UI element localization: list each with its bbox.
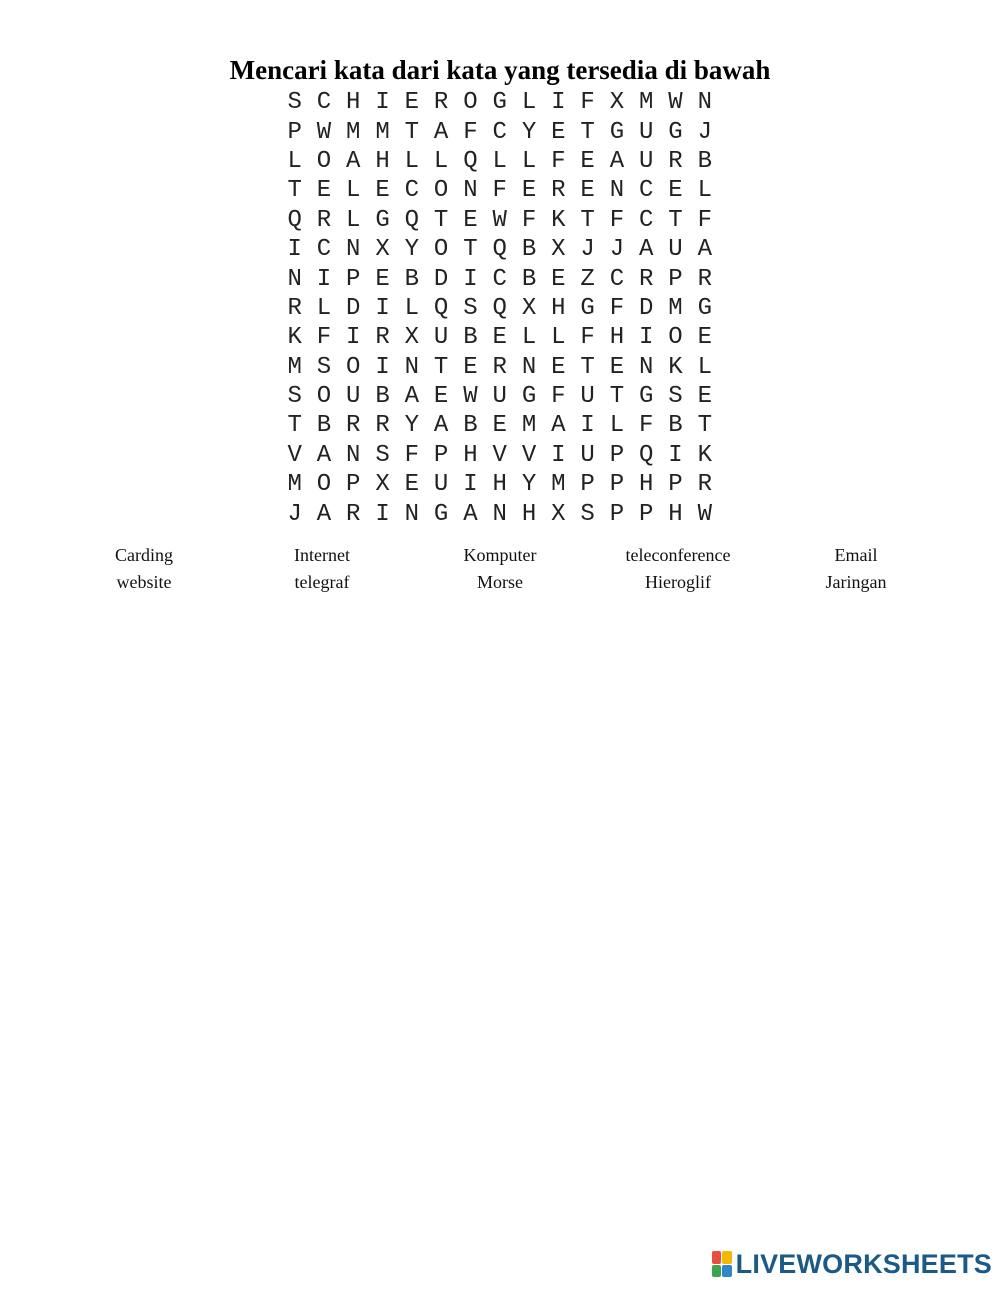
grid-cell[interactable]: I bbox=[375, 294, 390, 322]
word-list-item: Jaringan bbox=[825, 572, 887, 592]
grid-cell[interactable]: F bbox=[609, 294, 625, 322]
grid-cell[interactable]: G bbox=[433, 500, 449, 528]
grid-cell[interactable]: R bbox=[492, 353, 507, 381]
grid-cell[interactable]: E bbox=[375, 265, 390, 293]
grid-cell[interactable]: N bbox=[521, 353, 537, 381]
grid-cell[interactable]: Q bbox=[404, 206, 420, 234]
grid-cell[interactable]: P bbox=[668, 265, 683, 293]
grid-cell[interactable]: H bbox=[463, 441, 478, 469]
word-list-item: telegraf bbox=[294, 572, 350, 592]
grid-cell[interactable]: E bbox=[668, 177, 683, 205]
grid-cell[interactable]: A bbox=[697, 236, 712, 264]
grid-cell[interactable]: R bbox=[375, 412, 390, 440]
grid-cell[interactable]: S bbox=[580, 500, 595, 528]
grid-cell[interactable]: O bbox=[433, 177, 449, 205]
grid-cell[interactable]: B bbox=[463, 324, 478, 352]
grid-cell[interactable]: E bbox=[316, 177, 332, 205]
grid-cell[interactable]: I bbox=[463, 265, 478, 293]
grid-cell[interactable]: P bbox=[609, 441, 625, 469]
logo-square bbox=[712, 1251, 722, 1264]
grid-cell[interactable]: Q bbox=[639, 441, 654, 469]
word-list-item: teleconference bbox=[625, 545, 731, 565]
grid-cell[interactable]: R bbox=[346, 412, 361, 440]
grid-cell[interactable]: L bbox=[697, 177, 712, 205]
grid-cell[interactable]: G bbox=[375, 206, 390, 234]
grid-cell[interactable]: I bbox=[639, 324, 654, 352]
grid-cell[interactable]: I bbox=[375, 353, 390, 381]
grid-cell[interactable]: O bbox=[316, 471, 332, 499]
grid-cell[interactable]: N bbox=[697, 89, 712, 117]
grid-cell[interactable]: N bbox=[346, 441, 361, 469]
grid-cell[interactable]: K bbox=[551, 206, 566, 234]
grid-cell[interactable]: K bbox=[697, 441, 712, 469]
grid-cell[interactable]: X bbox=[375, 236, 390, 264]
grid-cell[interactable]: H bbox=[551, 294, 566, 322]
grid-cell[interactable]: T bbox=[463, 236, 478, 264]
grid-cell[interactable]: X bbox=[551, 236, 566, 264]
grid-cell[interactable]: M bbox=[287, 353, 302, 381]
grid-cell[interactable]: L bbox=[521, 89, 537, 117]
grid-cell[interactable]: V bbox=[287, 441, 302, 469]
grid-cell[interactable]: U bbox=[492, 383, 507, 411]
grid-cell[interactable]: G bbox=[580, 294, 595, 322]
grid-cell[interactable]: B bbox=[697, 147, 712, 175]
grid-cell[interactable]: G bbox=[668, 118, 683, 146]
grid-cell[interactable]: R bbox=[697, 471, 712, 499]
grid-cell[interactable]: A bbox=[609, 147, 625, 175]
grid-cell[interactable]: G bbox=[492, 89, 507, 117]
liveworksheets-logo[interactable] bbox=[712, 1249, 992, 1279]
grid-cell[interactable]: I bbox=[316, 265, 332, 293]
grid-cell[interactable]: O bbox=[316, 383, 332, 411]
grid-cell[interactable]: F bbox=[492, 177, 507, 205]
grid-cell[interactable]: I bbox=[346, 324, 361, 352]
grid-cell[interactable]: R bbox=[375, 324, 390, 352]
word-list-item: Komputer bbox=[463, 545, 537, 565]
grid-cell[interactable]: O bbox=[668, 324, 683, 352]
grid-cell[interactable]: H bbox=[521, 500, 537, 528]
grid-cell[interactable]: Y bbox=[404, 412, 420, 440]
grid-cell[interactable]: F bbox=[463, 118, 478, 146]
logo-square bbox=[722, 1251, 732, 1264]
grid-cell[interactable]: R bbox=[316, 206, 332, 234]
grid-cell[interactable]: N bbox=[287, 265, 302, 293]
grid-cell[interactable]: C bbox=[492, 265, 507, 293]
grid-cell[interactable]: E bbox=[404, 89, 420, 117]
grid-cell[interactable]: P bbox=[287, 118, 302, 146]
grid-cell[interactable]: I bbox=[551, 89, 566, 117]
grid-cell[interactable]: C bbox=[316, 236, 332, 264]
grid-cell[interactable]: T bbox=[404, 118, 420, 146]
grid-cell[interactable]: C bbox=[316, 89, 332, 117]
grid-cell[interactable]: F bbox=[521, 206, 537, 234]
grid-cell[interactable]: M bbox=[287, 471, 302, 499]
grid-cell[interactable]: U bbox=[580, 441, 595, 469]
grid-cell[interactable]: I bbox=[375, 89, 390, 117]
grid-cell[interactable]: S bbox=[316, 353, 332, 381]
grid-cell[interactable]: W bbox=[697, 500, 712, 528]
grid-cell[interactable]: F bbox=[551, 147, 566, 175]
grid-cell[interactable]: I bbox=[375, 500, 390, 528]
grid-cell[interactable]: S bbox=[287, 383, 302, 411]
grid-cell[interactable]: K bbox=[287, 324, 302, 352]
liveworksheets-icon bbox=[712, 1251, 732, 1277]
grid-cell[interactable]: L bbox=[492, 147, 507, 175]
grid-cell[interactable]: T bbox=[697, 412, 712, 440]
grid-cell[interactable]: E bbox=[463, 353, 478, 381]
grid-cell[interactable]: E bbox=[463, 206, 478, 234]
grid-cell[interactable]: E bbox=[551, 265, 566, 293]
grid-cell[interactable]: E bbox=[580, 177, 595, 205]
grid-cell[interactable]: I bbox=[551, 441, 566, 469]
grid-cell[interactable]: U bbox=[433, 324, 449, 352]
grid-cell[interactable]: M bbox=[521, 412, 537, 440]
grid-cell[interactable]: B bbox=[316, 412, 332, 440]
grid-cell[interactable]: X bbox=[404, 324, 420, 352]
grid-cell[interactable]: I bbox=[287, 236, 302, 264]
grid-cell[interactable]: O bbox=[346, 353, 361, 381]
grid-cell[interactable]: J bbox=[580, 236, 595, 264]
grid-cell[interactable]: J bbox=[287, 500, 302, 528]
grid-row bbox=[280, 176, 720, 205]
grid-cell[interactable]: L bbox=[346, 206, 361, 234]
grid-cell[interactable]: O bbox=[463, 89, 478, 117]
grid-cell[interactable]: Q bbox=[463, 147, 478, 175]
grid-cell[interactable]: N bbox=[639, 353, 654, 381]
grid-cell[interactable]: R bbox=[639, 265, 654, 293]
grid-row bbox=[280, 264, 720, 293]
grid-cell[interactable]: U bbox=[580, 383, 595, 411]
grid-cell[interactable]: V bbox=[521, 441, 537, 469]
grid-cell[interactable]: P bbox=[580, 471, 595, 499]
grid-cell[interactable]: H bbox=[346, 89, 361, 117]
grid-cell[interactable]: R bbox=[668, 147, 683, 175]
grid-cell[interactable]: T bbox=[609, 383, 625, 411]
grid-cell[interactable]: W bbox=[316, 118, 332, 146]
grid-cell[interactable]: C bbox=[609, 265, 625, 293]
grid-cell[interactable]: F bbox=[580, 324, 595, 352]
grid-cell[interactable]: F bbox=[404, 441, 420, 469]
grid-cell[interactable]: U bbox=[346, 383, 361, 411]
grid-row bbox=[280, 470, 720, 499]
grid-row bbox=[280, 294, 720, 323]
word-list-item: Email bbox=[834, 545, 878, 565]
grid-cell[interactable]: B bbox=[375, 383, 390, 411]
grid-cell[interactable]: N bbox=[346, 236, 361, 264]
grid-cell[interactable]: A bbox=[433, 118, 449, 146]
grid-cell[interactable]: F bbox=[639, 412, 654, 440]
grid-cell[interactable]: P bbox=[346, 265, 361, 293]
grid-row bbox=[280, 88, 720, 117]
grid-cell[interactable]: G bbox=[521, 383, 537, 411]
grid-cell[interactable]: E bbox=[521, 177, 537, 205]
grid-cell[interactable]: X bbox=[375, 471, 390, 499]
grid-cell[interactable]: Y bbox=[521, 471, 537, 499]
grid-cell[interactable]: A bbox=[551, 412, 566, 440]
grid-cell[interactable]: E bbox=[375, 177, 390, 205]
page-title: Mencari kata dari kata yang tersedia di bawah bbox=[229, 55, 771, 85]
grid-cell[interactable]: M bbox=[639, 89, 654, 117]
grid-row bbox=[280, 206, 720, 235]
grid-cell[interactable]: V bbox=[492, 441, 507, 469]
grid-cell[interactable]: Y bbox=[521, 118, 537, 146]
grid-cell[interactable]: Q bbox=[492, 236, 507, 264]
word-list-item: Morse bbox=[477, 572, 523, 592]
grid-cell[interactable]: R bbox=[697, 265, 712, 293]
grid-cell[interactable]: L bbox=[521, 147, 537, 175]
grid-cell[interactable]: N bbox=[609, 177, 625, 205]
grid-cell[interactable]: X bbox=[609, 89, 625, 117]
grid-cell[interactable]: C bbox=[639, 177, 654, 205]
grid-cell[interactable]: A bbox=[316, 500, 332, 528]
word-list bbox=[55, 544, 945, 593]
grid-cell[interactable]: B bbox=[521, 236, 537, 264]
grid-cell[interactable]: N bbox=[463, 177, 478, 205]
grid-cell[interactable]: K bbox=[668, 353, 683, 381]
grid-cell[interactable]: U bbox=[668, 236, 683, 264]
grid-cell[interactable]: P bbox=[433, 441, 449, 469]
grid-row bbox=[280, 117, 720, 146]
word-list-item: website bbox=[116, 572, 172, 592]
grid-cell[interactable]: M bbox=[375, 118, 390, 146]
grid-cell[interactable]: L bbox=[551, 324, 566, 352]
grid-cell[interactable]: H bbox=[609, 324, 625, 352]
grid-cell[interactable]: E bbox=[580, 147, 595, 175]
grid-cell[interactable]: F bbox=[580, 89, 595, 117]
grid-cell[interactable]: F bbox=[551, 383, 566, 411]
grid-cell[interactable]: S bbox=[668, 383, 683, 411]
grid-cell[interactable]: M bbox=[668, 294, 683, 322]
grid-cell[interactable]: Z bbox=[580, 265, 595, 293]
grid-cell[interactable]: I bbox=[463, 471, 478, 499]
grid-cell[interactable]: Q bbox=[433, 294, 449, 322]
grid-cell[interactable]: J bbox=[609, 236, 625, 264]
grid-cell[interactable]: U bbox=[433, 471, 449, 499]
grid-cell[interactable]: T bbox=[287, 412, 302, 440]
grid-cell[interactable]: S bbox=[287, 89, 302, 117]
grid-cell[interactable]: P bbox=[609, 500, 625, 528]
grid-row bbox=[280, 235, 720, 264]
grid-cell[interactable]: E bbox=[492, 324, 507, 352]
grid-cell[interactable]: R bbox=[433, 89, 449, 117]
logo-square bbox=[722, 1265, 732, 1278]
grid-cell[interactable]: T bbox=[287, 177, 302, 205]
grid-cell[interactable]: F bbox=[316, 324, 332, 352]
grid-cell[interactable]: S bbox=[463, 294, 478, 322]
grid-cell[interactable]: N bbox=[492, 500, 507, 528]
grid-cell[interactable]: S bbox=[375, 441, 390, 469]
grid-cell[interactable]: L bbox=[404, 147, 420, 175]
grid-cell[interactable]: B bbox=[404, 265, 420, 293]
grid-cell[interactable]: H bbox=[668, 500, 683, 528]
grid-cell[interactable]: E bbox=[697, 383, 712, 411]
grid-cell[interactable]: Q bbox=[492, 294, 507, 322]
grid-cell[interactable]: L bbox=[287, 147, 302, 175]
word-list-item: Carding bbox=[115, 545, 173, 565]
grid-row bbox=[280, 147, 720, 176]
grid-cell[interactable]: L bbox=[609, 412, 625, 440]
grid-cell[interactable]: X bbox=[551, 500, 566, 528]
grid-cell[interactable]: G bbox=[639, 383, 654, 411]
grid-cell[interactable]: W bbox=[492, 206, 507, 234]
grid-cell[interactable]: E bbox=[697, 324, 712, 352]
grid-row bbox=[280, 499, 720, 528]
grid-row bbox=[280, 323, 720, 352]
grid-cell[interactable]: A bbox=[463, 500, 478, 528]
grid-cell[interactable]: A bbox=[639, 236, 654, 264]
grid-cell[interactable]: E bbox=[551, 353, 566, 381]
grid-cell[interactable]: P bbox=[639, 500, 654, 528]
grid-cell[interactable]: B bbox=[521, 265, 537, 293]
grid-cell[interactable]: Y bbox=[404, 236, 420, 264]
grid-cell[interactable]: E bbox=[551, 118, 566, 146]
grid-cell[interactable]: I bbox=[580, 412, 595, 440]
word-list-item: Hieroglif bbox=[645, 572, 711, 592]
grid-cell[interactable]: A bbox=[316, 441, 332, 469]
grid-cell[interactable]: E bbox=[609, 353, 625, 381]
grid-cell[interactable]: A bbox=[433, 412, 449, 440]
grid-cell[interactable]: C bbox=[404, 177, 420, 205]
grid-cell[interactable]: X bbox=[521, 294, 537, 322]
logo-square bbox=[712, 1265, 722, 1278]
grid-cell[interactable]: F bbox=[697, 206, 712, 234]
grid-cell[interactable]: H bbox=[375, 147, 390, 175]
grid-row bbox=[280, 353, 720, 382]
grid-cell[interactable]: L bbox=[521, 324, 537, 352]
grid-cell[interactable]: D bbox=[433, 265, 449, 293]
grid-cell[interactable]: R bbox=[346, 500, 361, 528]
grid-cell[interactable]: O bbox=[316, 147, 332, 175]
logo-text: LIVEWORKSHEETS bbox=[735, 1249, 992, 1279]
grid-cell[interactable]: C bbox=[492, 118, 507, 146]
grid-cell[interactable]: R bbox=[287, 294, 302, 322]
grid-cell[interactable]: T bbox=[580, 206, 595, 234]
word-list-item: Internet bbox=[294, 545, 350, 565]
grid-cell[interactable]: M bbox=[346, 118, 361, 146]
grid-row bbox=[280, 411, 720, 440]
grid-cell[interactable]: W bbox=[668, 89, 683, 117]
grid-cell[interactable]: R bbox=[551, 177, 566, 205]
grid-cell[interactable]: E bbox=[433, 383, 449, 411]
grid-cell[interactable]: U bbox=[639, 118, 654, 146]
grid-cell[interactable]: U bbox=[639, 147, 654, 175]
grid-cell[interactable]: Q bbox=[287, 206, 302, 234]
grid-cell[interactable]: A bbox=[346, 147, 361, 175]
grid-cell[interactable]: C bbox=[639, 206, 654, 234]
grid-cell[interactable]: W bbox=[463, 383, 478, 411]
grid-cell[interactable]: L bbox=[316, 294, 332, 322]
grid-cell[interactable]: F bbox=[609, 206, 625, 234]
grid-cell[interactable]: L bbox=[346, 177, 361, 205]
word-search-grid[interactable] bbox=[280, 88, 720, 529]
grid-cell[interactable]: D bbox=[639, 294, 654, 322]
grid-cell[interactable]: P bbox=[668, 471, 683, 499]
grid-row bbox=[280, 441, 720, 470]
grid-cell[interactable]: L bbox=[697, 353, 712, 381]
grid-cell[interactable]: D bbox=[346, 294, 361, 322]
grid-cell[interactable]: T bbox=[580, 353, 595, 381]
grid-cell[interactable]: B bbox=[668, 412, 683, 440]
grid-cell[interactable]: G bbox=[697, 294, 712, 322]
grid-cell[interactable]: T bbox=[668, 206, 683, 234]
grid-cell[interactable]: H bbox=[492, 471, 507, 499]
grid-row bbox=[280, 382, 720, 411]
grid-cell[interactable]: T bbox=[580, 118, 595, 146]
grid-cell[interactable]: T bbox=[433, 206, 449, 234]
grid-cell[interactable]: G bbox=[609, 118, 625, 146]
grid-cell[interactable]: T bbox=[433, 353, 449, 381]
grid-cell[interactable]: A bbox=[404, 383, 420, 411]
grid-cell[interactable]: N bbox=[404, 500, 420, 528]
grid-cell[interactable]: E bbox=[404, 471, 420, 499]
grid-cell[interactable]: P bbox=[346, 471, 361, 499]
grid-cell[interactable]: H bbox=[639, 471, 654, 499]
grid-cell[interactable]: N bbox=[404, 353, 420, 381]
grid-cell[interactable]: O bbox=[433, 236, 449, 264]
grid-cell[interactable]: J bbox=[697, 118, 712, 146]
grid-cell[interactable]: E bbox=[492, 412, 507, 440]
grid-cell[interactable]: L bbox=[433, 147, 449, 175]
grid-cell[interactable]: L bbox=[404, 294, 420, 322]
grid-cell[interactable]: B bbox=[463, 412, 478, 440]
grid-cell[interactable]: M bbox=[551, 471, 566, 499]
grid-cell[interactable]: P bbox=[609, 471, 625, 499]
grid-cell[interactable]: I bbox=[668, 441, 683, 469]
